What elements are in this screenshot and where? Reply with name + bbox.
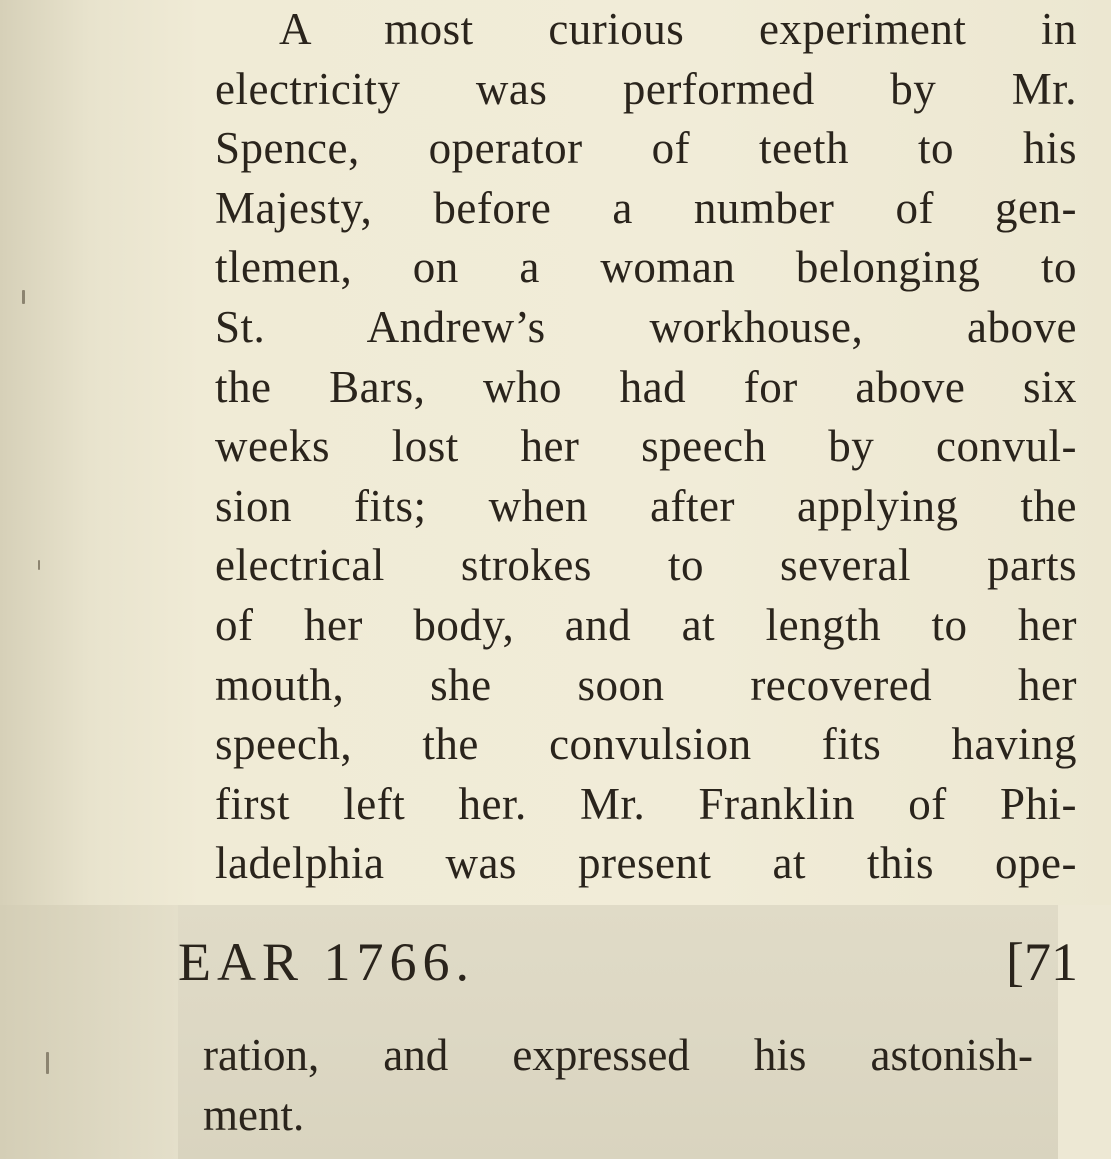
text-line: ment.	[203, 1090, 305, 1140]
text-line: electricity was performed by Mr.	[215, 63, 1077, 114]
margin-mark	[38, 560, 40, 570]
text-line: tlemen, on a woman belonging to	[215, 242, 1077, 293]
text-line: of her body, and at length to her	[215, 599, 1077, 650]
text-line: mouth, she soon recovered her	[215, 659, 1077, 710]
running-head-title: EAR 1766.	[178, 932, 475, 992]
text-line: sion fits; when after applying the	[215, 480, 1077, 531]
text-line: speech, the convulsion fits having	[215, 719, 1077, 770]
page-number: [71	[1006, 932, 1078, 992]
text-line: ladelphia was present at this ope-	[215, 838, 1077, 889]
text-line: weeks lost her speech by convul-	[215, 421, 1077, 472]
continued-paragraph	[203, 1025, 1033, 1145]
page-edge-left	[0, 905, 178, 1159]
margin-mark	[46, 1052, 49, 1074]
text-line: ration, and expressed his astonish-	[203, 1030, 1033, 1080]
text-line: electrical strokes to several parts	[215, 540, 1077, 591]
text-line: Majesty, before a number of gen-	[215, 182, 1077, 233]
text-line: Spence, operator of teeth to his	[215, 123, 1077, 174]
text-line: St. Andrew’s workhouse, above	[215, 301, 1077, 352]
running-head	[178, 920, 1078, 1005]
text-line: A most curious experiment in	[279, 4, 1077, 54]
main-paragraph	[215, 0, 1077, 894]
margin-mark	[22, 290, 25, 304]
text-line: the Bars, who had for above six	[215, 361, 1077, 412]
text-line: first left her. Mr. Franklin of Phi-	[215, 778, 1077, 829]
